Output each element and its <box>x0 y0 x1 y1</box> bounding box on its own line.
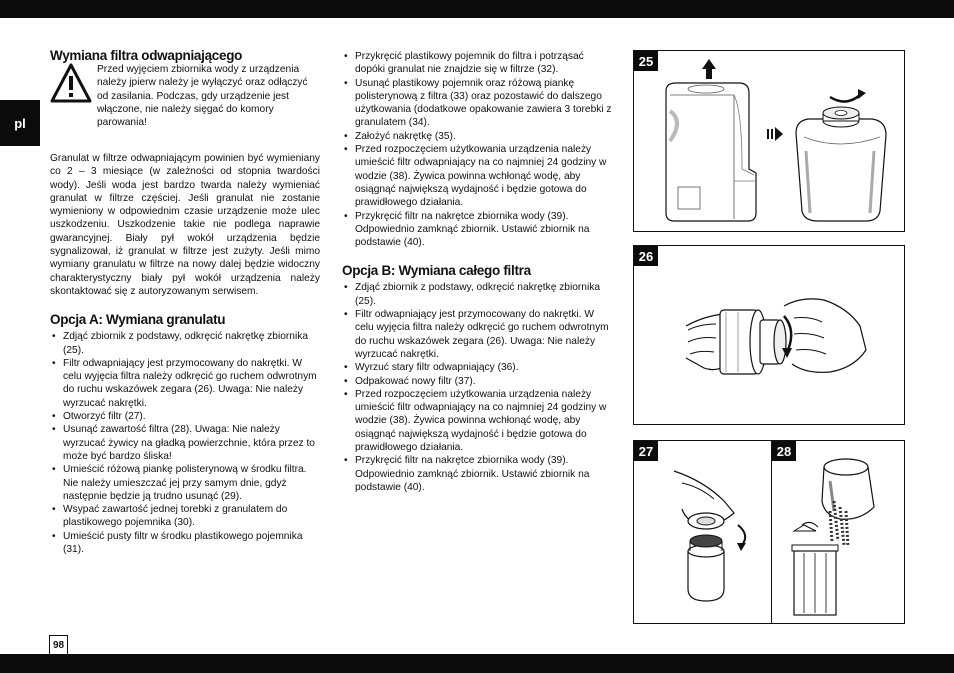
column-left <box>50 48 320 556</box>
list-item: • Filtr odwapniający jest przymocowany do nakrętki. W celu wyjęcia filtra należy odkręcić go ruchem odwrotnym do ruchu wskazówek zegara (26). Uwaga: Nie należy wyrzucać nakrętki. <box>50 357 320 410</box>
bottom-bar <box>0 654 954 673</box>
list-item: • Przykręcić filtr na nakrętce zbiornika wody (39). Odpowiednio zamknąć zbiornik. Ustawić zbiornik na podstawie (40). <box>342 210 614 250</box>
list-item: • Przed rozpoczęciem użytkowania urządzenia należy umieścić filtr odwapniający na co najmniej 24 godziny w wodzie (38). Żywica powinna wchłonąć wodę, aby osiągnąć największą wydajność i będzie gotowa do prawidłowego działania. <box>342 143 614 209</box>
list-item: • Otworzyć filtr (27). <box>50 410 320 423</box>
filter-removal-illustration <box>634 246 906 426</box>
column-middle <box>342 50 614 494</box>
list-item: • Zdjąć zbiornik z podstawy, odkręcić nakrętkę zbiornika (25). <box>342 281 614 308</box>
figure-number-badge: 27 <box>634 441 658 461</box>
list-item: • Przykręcić filtr na nakrętce zbiornika wody (39). Odpowiednio zamknąć zbiornik. Ustawić zbiornik na podstawie (40). <box>342 454 614 494</box>
list-item: • Wsypać zawartość jednej torebki z granulatem do plastikowego pojemnika (30). <box>50 503 320 530</box>
language-tab: pl <box>0 100 40 146</box>
heading-descaling-filter: Wymiana filtra odwapniającego <box>50 48 243 63</box>
warning-text: Przed wyjęciem zbiornika wody z urządzenia należy jpierw należy je wyłączyć oraz odłączyć od zasilania. Podczas, gdy urządzenie jest włączone, nie należy sięgać do komory parowania! <box>97 64 308 129</box>
list-item: • Umieścić pusty filtr w środku plastikowego pojemnika (31). <box>50 530 320 557</box>
rotate-arrow-icon <box>830 89 866 102</box>
list-item: • Założyć nakrętkę (35). <box>342 130 614 143</box>
option-b-list <box>342 281 614 494</box>
figure-25 <box>633 50 905 232</box>
figure-number-badge: 28 <box>772 441 796 461</box>
warning-block <box>50 63 320 143</box>
figure-number-badge: 25 <box>634 51 658 71</box>
arrow-up-icon <box>702 59 716 79</box>
heading-option-a: Opcja A: Wymiana granulatu <box>50 312 226 328</box>
page-number: 98 <box>49 635 68 654</box>
option-a-list-continued <box>342 50 614 249</box>
list-item: • Zdjąć zbiornik z podstawy, odkręcić nakrętkę zbiornika (25). <box>50 330 320 357</box>
list-item: • Wyrzuć stary filtr odwapniający (36). <box>342 361 614 374</box>
figure-26 <box>633 245 905 425</box>
list-item: • Przykręcić plastikowy pojemnik do filtra i potrząsać dopóki granulat nie znajdzie się w filtrze (32). <box>342 50 614 77</box>
humidifier-tank-illustration <box>634 51 906 233</box>
top-bar <box>0 0 954 18</box>
list-item: • Filtr odwapniający jest przymocowany do nakrętki. W celu wyjęcia filtra należy odkręcić go ruchem odwrotnym do ruchu wskazówek zegara (26). Uwaga: Nie należy wyrzucać nakrętki. <box>342 308 614 361</box>
filter-open-empty-illustration <box>634 441 906 625</box>
list-item: • Usunąć plastikowy pojemnik oraz różową piankę polisterynową z filtra (33) oraz pozostawić do dalszego użytkowania (dodatkowe opakowanie zawiera 3 torebki z granulatem (34). <box>342 77 614 130</box>
intro-paragraph: Granulat w filtrze odwapniającym powinien być wymieniany co 2 – 3 miesiące (w zależności od stopnia twardości wody). Jeśli woda jest bardzo twarda należy wymieniać granulat w filtrze częściej. Jeśli granulat nie zostanie wymieniony w odpowiednim czasie urządzenie może ulec uszkodzeniu. Uszkodzenie takie nie podlega naprawie gwarancyjnej. Biały pył wokół urządzenia będzie sygnalizował, iż granulat w filtrze jest zużyty. Jeśli mimo wymiany granulatu w filtrze na nowy dalej będzie widoczny charakterystyczny biały pył wokół urządzenia należy skontaktować się z autoryzowanym serwisem. <box>50 153 320 297</box>
option-a-list <box>50 330 320 556</box>
arrow-right-icon <box>767 127 783 141</box>
list-item: • Odpakować nowy filtr (37). <box>342 375 614 388</box>
warning-triangle-icon <box>50 63 92 103</box>
list-item: • Umieścić różową piankę polisterynową w środku filtra. Nie należy umieszczać jej przy samym dnie, gdyż następnie będzie ją trudno usunąć (29). <box>50 463 320 503</box>
heading-option-b: Opcja B: Wymiana całego filtra <box>342 263 531 279</box>
figure-number-badge: 26 <box>634 246 658 266</box>
list-item: • Przed rozpoczęciem użytkowania urządzenia należy umieścić filtr odwapniający na co najmniej 24 godziny w wodzie (38). Żywica powinna wchłonąć wodę, aby osiągnąć największą wydajność i będzie gotowa do prawidłowego działania. <box>342 388 614 454</box>
list-item: • Usunąć zawartość filtra (28). Uwaga: Nie należy wyrzucać żywicy na gładką powierzchnie, która przez to może być bardzo śliska! <box>50 423 320 463</box>
figure-27-28 <box>633 440 905 624</box>
rotate-arrow-icon <box>737 525 746 551</box>
